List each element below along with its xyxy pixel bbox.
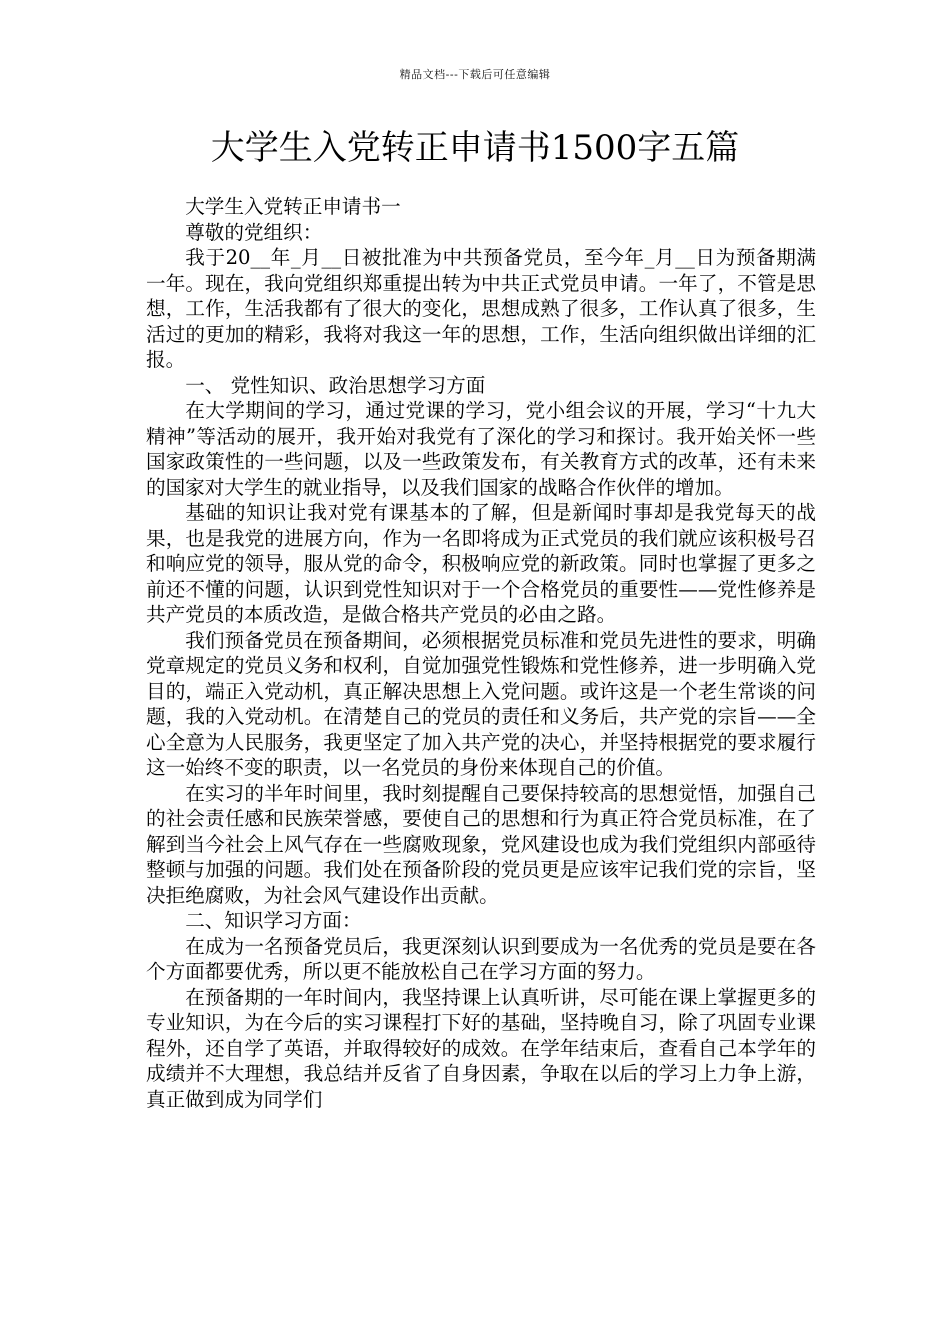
paragraph: 我于20__年_月__日被批准为中共预备党员，至今年_月__日为预备期满一年。现在，我向党组织郑重提出转为中共正式党员申请。一年了，不管是思想，工作，生活我都有了很大的变化，思想成熟了很多，工作认真了很多，生活过的更加的精彩，我将对我这一年的思想，工作，生活向组织做出详细的汇报。 — [146, 246, 816, 371]
document-title: 大学生入党转正申请书1500字五篇 — [210, 128, 740, 168]
paragraph: 在成为一名预备党员后，我更深刻认识到要成为一名优秀的党员是要在各个方面都要优秀，所以更不能放松自己在学习方面的努力。 — [146, 934, 816, 983]
paragraph: 我们预备党员在预备期间，必须根据党员标准和党员先进性的要求，明确党章规定的党员义务和权利，自觉加强党性锻炼和党性修养，进一步明确入党目的，端正入党动机，真正解决思想上入党问题。或许这是一个老生常谈的问题，我的入党动机。在清楚自己的党员的责任和义务后，共产党的宗旨——全心全意为人民服务，我更坚定了加入共产党的决心，并坚持根据党的要求履行这一始终不变的职责，以一名党员的身份来体现自己的价值。 — [146, 628, 816, 779]
subsection-heading: 一、 党性知识、政治思想学习方面 — [185, 373, 486, 397]
section-heading: 大学生入党转正申请书一 — [185, 195, 401, 218]
subsection-heading: 二、知识学习方面： — [185, 909, 362, 932]
header-note: 精品文档---下载后可任意编辑 — [399, 68, 551, 81]
paragraph: 在大学期间的学习，通过党课的学习，党小组会议的开展，学习“十九大精神”等活动的展开，我开始对我党有了深化的学习和探讨。我开始关怀一些国家政策性的一些问题，以及一些政策发布，有关教育方式的改革，还有未来的国家对大学生的就业指导，以及我们国家的战略合作伙伴的增加。 — [146, 399, 816, 499]
salutation: 尊敬的党组织： — [185, 220, 323, 244]
paragraph: 基础的知识让我对党有课基本的了解，但是新闻时事却是我党每天的战果，也是我党的进展方向，作为一名即将成为正式党员的我们就应该积极号召和响应党的领导，服从党的命令，积极响应党的新政策。同时也掌握了更多之前还不懂的问题，认识到党性知识对于一个合格党员的重要性——党性修养是共产党员的本质改造，是做合格共产党员的必由之路。 — [146, 501, 816, 626]
paragraph: 在预备期的一年时间内，我坚持课上认真听讲，尽可能在课上掌握更多的专业知识，为在今后的实习课程打下好的基础，坚持晚自习，除了巩固专业课程外，还自学了英语，并取得较好的成效。在学年结束后，查看自己本学年的成绩并不大理想，我总结并反省了自身因素，争取在以后的学习上力争上游，真正做到成为同学们 — [146, 985, 816, 1111]
document-body — [146, 194, 816, 1112]
paragraph: 在实习的半年时间里，我时刻提醒自己要保持较高的思想觉悟，加强自己的社会责任感和民族荣誉感，要使自己的思想和行为真正符合党员标准，在了解到当今社会上风气存在一些腐败现象，党风建设也成为我们党组织内部亟待整顿与加强的问题。我们处在预备阶段的党员更是应该牢记我们党的宗旨，坚决拒绝腐败，为社会风气建设作出贡献。 — [146, 781, 816, 907]
